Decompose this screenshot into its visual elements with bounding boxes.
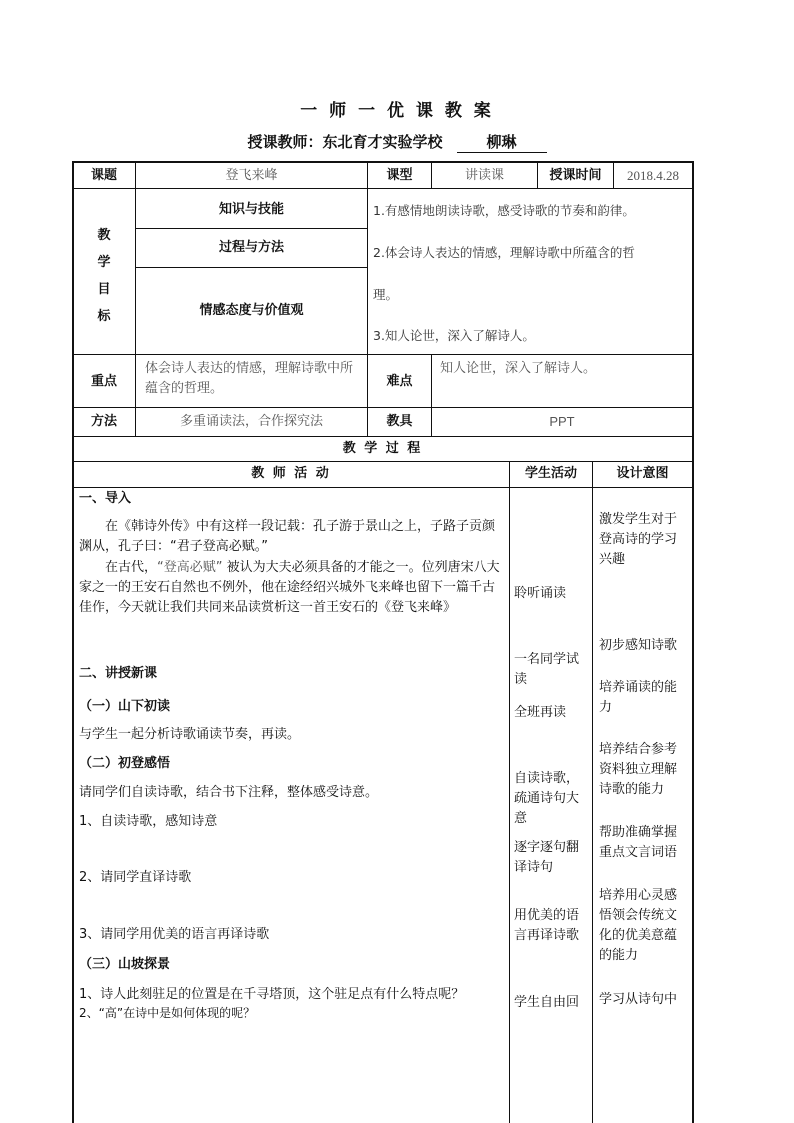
student-activity-item: 聆听诵读 bbox=[514, 586, 567, 601]
student-activity-item: 自读诗歌，疏通诗句大意 bbox=[514, 771, 580, 826]
section-2-item: 3、请同学用优美的语言再译诗歌 bbox=[79, 927, 270, 942]
teacher-line bbox=[0, 131, 794, 153]
intro-p2-rest: 被认为大夫必须具备的才能之一。位列唐宋八大家之一的王安石自然也不例外，他在途经绍兴城外飞来峰也留下一篇千古佳作，今天就让我们共同来品读赏析这一首王安石的《登飞来峰》 bbox=[79, 560, 500, 615]
section-3-item: 2、“高”在诗中是如何体现的呢？ bbox=[79, 1006, 256, 1020]
student-activity-item: 一名同学试读 bbox=[514, 652, 580, 687]
method-label: 方法 bbox=[90, 414, 117, 429]
intro-p2-prefix: 在古代， bbox=[105, 560, 158, 575]
new-lesson-heading: 二、讲授新课 bbox=[79, 666, 158, 681]
intro-heading: 一、导入 bbox=[79, 491, 132, 506]
objective-category-knowledge: 知识与技能 bbox=[218, 202, 284, 217]
method-value: 多重诵读法，合作探究法 bbox=[179, 414, 323, 429]
design-intent-item: 激发学生对于登高诗的学习兴趣 bbox=[599, 512, 678, 567]
tools-label: 教具 bbox=[386, 414, 413, 429]
key-label: 重点 bbox=[90, 374, 117, 389]
objective-item: 2.体会诗人表达的情感，理解诗歌中所蕴含的哲 bbox=[373, 245, 635, 260]
design-intent-item: 学习从诗句中 bbox=[599, 992, 678, 1007]
design-intent-item: 培养诵读的能力 bbox=[599, 680, 678, 715]
type-value: 讲读课 bbox=[464, 168, 504, 183]
topic-value: 登飞来峰 bbox=[225, 168, 278, 183]
objective-category-process: 过程与方法 bbox=[218, 240, 284, 255]
design-intent-item: 培养结合参考资料独立理解诗歌的能力 bbox=[599, 742, 678, 797]
objectives-label bbox=[73, 222, 135, 330]
col-design-header: 设计意图 bbox=[616, 466, 669, 481]
student-activity-item: 学生自由回 bbox=[514, 995, 580, 1010]
col-student-header: 学生活动 bbox=[524, 466, 577, 481]
teacher-label: 授课教师：东北育才实验学校 bbox=[247, 133, 443, 151]
difficulty-label: 难点 bbox=[386, 374, 413, 389]
section-2-item: 1、自读诗歌，感知诗意 bbox=[79, 814, 218, 829]
col-teacher-header: 教 师 活 动 bbox=[251, 466, 331, 481]
intro-p2-quote: “登高必赋” bbox=[157, 560, 223, 575]
intro-paragraph-1: 在《韩诗外传》中有这样一段记载：孔子游于景山之上，子路子贡颜渊从，孔子曰：“君子登高必赋。” bbox=[79, 519, 496, 554]
objectives-label-char: 目 bbox=[97, 282, 111, 297]
time-label: 授课时间 bbox=[549, 168, 602, 183]
page-title: 一 师 一 优 课 教 案 bbox=[300, 101, 494, 121]
section-3-heading: （三）山坡探景 bbox=[79, 957, 171, 972]
section-2-item: 2、请同学直译诗歌 bbox=[79, 870, 192, 885]
section-2-text: 请同学们自读诗歌，结合书下注释，整体感受诗意。 bbox=[79, 785, 379, 800]
time-value: 2018.4.28 bbox=[627, 168, 679, 183]
key-value: 体会诗人表达的情感，理解诗歌中所蕴含的哲理。 bbox=[145, 361, 354, 396]
objective-item: 理。 bbox=[373, 287, 399, 302]
difficulty-value: 知人论世，深入了解诗人。 bbox=[440, 361, 597, 376]
student-activity-item: 全班再读 bbox=[514, 705, 567, 720]
process-title: 教 学 过 程 bbox=[342, 441, 423, 456]
topic-label: 课题 bbox=[90, 168, 117, 183]
tools-value: PPT bbox=[549, 414, 575, 429]
student-activity-item: 逐字逐句翻译诗句 bbox=[514, 840, 580, 875]
objectives-label-char: 标 bbox=[97, 309, 111, 324]
objective-item: 3.知人论世，深入了解诗人。 bbox=[373, 328, 535, 343]
design-intent-item: 培养用心灵感悟领会传统文化的优美意蕴的能力 bbox=[599, 888, 678, 963]
type-label: 课型 bbox=[386, 168, 413, 183]
objective-item: 1.有感情地朗读诗歌，感受诗歌的节奏和韵律。 bbox=[373, 203, 635, 218]
objective-category-attitude: 情感态度与价值观 bbox=[199, 303, 304, 318]
section-3-item: 1、诗人此刻驻足的位置是在千寻塔顶，这个驻足点有什么特点呢？ bbox=[79, 987, 465, 1002]
objectives-label-char: 教 bbox=[97, 228, 111, 243]
student-activity-item: 用优美的语言再译诗歌 bbox=[514, 908, 580, 943]
intro-paragraph-2 bbox=[79, 558, 504, 618]
section-1-heading: （一）山下初读 bbox=[79, 699, 171, 714]
objectives-label-char: 学 bbox=[97, 255, 111, 270]
section-1-text: 与学生一起分析诗歌诵读节奏，再读。 bbox=[79, 727, 301, 742]
design-intent-item: 帮助准确掌握重点文言词语 bbox=[599, 825, 678, 860]
teacher-name: 柳琳 bbox=[457, 131, 547, 153]
design-intent-item: 初步感知诗歌 bbox=[599, 638, 678, 653]
section-2-heading: （二）初登感悟 bbox=[79, 756, 171, 771]
